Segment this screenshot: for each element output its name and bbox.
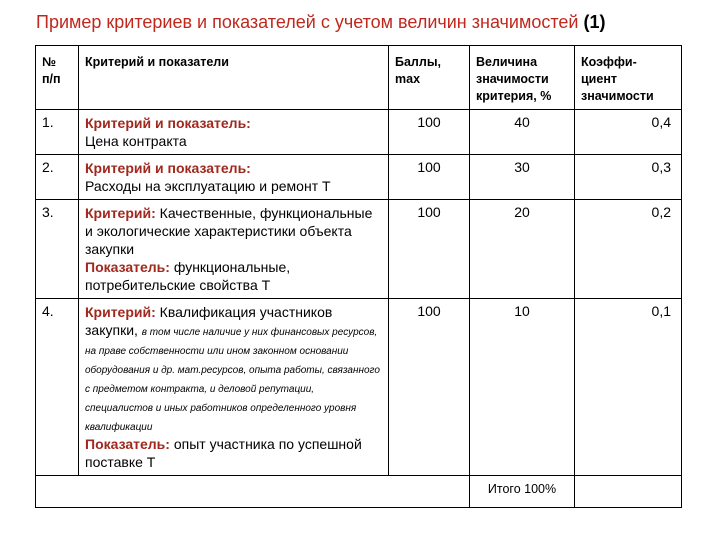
row-no: 4. xyxy=(36,299,79,476)
row-criterion xyxy=(79,299,389,476)
row-criterion xyxy=(79,155,389,200)
table-row xyxy=(36,110,682,155)
row-coef: 0,3 xyxy=(575,155,682,200)
row-points: 100 xyxy=(389,299,470,476)
indicator-text: функциональные, потребительские свойства Т xyxy=(85,259,291,293)
header-weight: Величина значимости критерия, % xyxy=(470,46,575,110)
table-row xyxy=(36,200,682,299)
page-title xyxy=(36,10,606,34)
row-weight: 30 xyxy=(470,155,575,200)
row-points: 100 xyxy=(389,110,470,155)
total-empty-coef xyxy=(575,476,682,508)
criterion-text: Расходы на эксплуатацию и ремонт Т xyxy=(85,178,331,194)
header-no: № п/п xyxy=(36,46,79,110)
row-coef: 0,1 xyxy=(575,299,682,476)
title-text: Пример критериев и показателей с учетом величин значимостей xyxy=(36,12,579,32)
total-empty xyxy=(36,476,470,508)
indicator-label: Показатель: xyxy=(85,259,170,275)
title-number: (1) xyxy=(583,12,606,32)
criterion-text: Качественные, функциональные и экологические характеристики объекта закупки xyxy=(85,205,373,257)
row-no: 1. xyxy=(36,110,79,155)
indicator-label: Показатель: xyxy=(85,436,170,452)
criteria-table xyxy=(35,45,682,508)
criterion-text: Цена контракта xyxy=(85,133,187,149)
header-coef: Коэффи- циент значимости xyxy=(575,46,682,110)
row-points: 100 xyxy=(389,155,470,200)
criterion-label: Критерий и показатель: xyxy=(85,115,251,131)
criterion-label: Критерий: xyxy=(85,205,156,221)
row-coef: 0,4 xyxy=(575,110,682,155)
row-no: 3. xyxy=(36,200,79,299)
row-weight: 10 xyxy=(470,299,575,476)
total-row xyxy=(36,476,682,508)
table-row xyxy=(36,299,682,476)
criterion-label: Критерий: xyxy=(85,304,156,320)
row-points: 100 xyxy=(389,200,470,299)
row-coef: 0,2 xyxy=(575,200,682,299)
row-weight: 20 xyxy=(470,200,575,299)
criterion-label: Критерий и показатель: xyxy=(85,160,251,176)
row-criterion xyxy=(79,200,389,299)
table-header-row xyxy=(36,46,682,110)
table-row xyxy=(36,155,682,200)
criterion-text: Квалификация участников закупки, xyxy=(85,304,333,338)
criterion-note: в том числе наличие у них финансовых ресурсов, на праве собственности или ином законном основании оборудования и др. мат.ресурсов, опыта работы, связанного с предметом контракта, и деловой репутации, специалистов и иных работников определенного уровня квалификации xyxy=(85,327,380,433)
header-points: Баллы, max xyxy=(389,46,470,110)
total-value: Итого 100% xyxy=(470,476,575,508)
indicator-text: опыт участника по успешной поставке Т xyxy=(85,436,362,470)
row-criterion xyxy=(79,110,389,155)
row-weight: 40 xyxy=(470,110,575,155)
row-no: 2. xyxy=(36,155,79,200)
header-criterion: Критерий и показатели xyxy=(79,46,389,110)
